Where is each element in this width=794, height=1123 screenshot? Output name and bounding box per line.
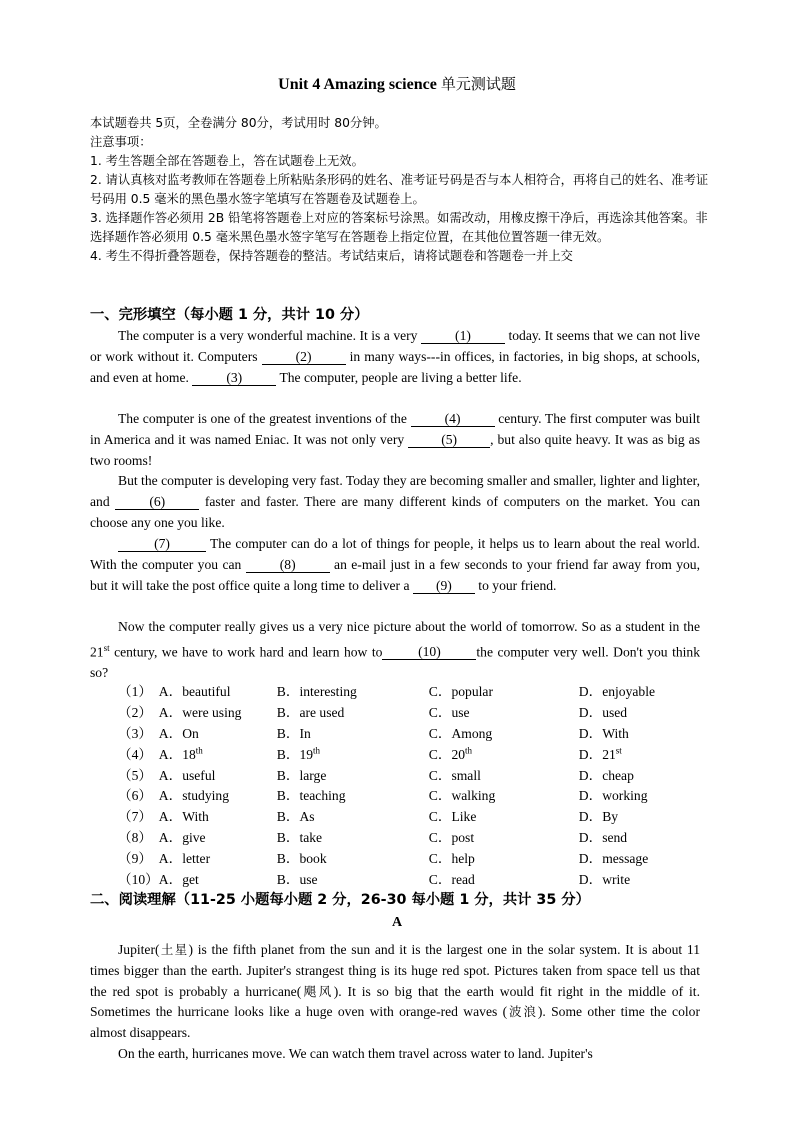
option-b: B．19th <box>276 745 321 762</box>
reading-paragraph-2 <box>90 1044 700 1065</box>
text: The computer can do a lot of things for people, it helps us to learn about the real world. With the computer you can <box>90 536 700 572</box>
text: faster and faster. There are many different kinds of computers on the market. You can choose any one you like. <box>90 493 701 530</box>
question-number: （6） <box>118 788 152 804</box>
option-c: C．post <box>428 829 475 845</box>
option-d: D．used <box>578 705 628 721</box>
option-d: D．write <box>578 871 631 887</box>
text: 波浪 <box>507 1004 538 1020</box>
option-b: B．use <box>276 871 318 887</box>
text: On the earth, hurricanes move. We can watch them travel across water to land. Jupiter's <box>118 1046 593 1061</box>
text: in many ways---in offices, in factories, in big shops, at schools, and even at home. <box>90 348 700 385</box>
text: century. The first computer was built in America and it was named Eniac. It was not only very <box>90 411 700 447</box>
blank-7: (7) <box>118 537 206 552</box>
option-a: A．18th <box>158 745 203 762</box>
blank-5: (5) <box>408 433 490 448</box>
option-c: C．read <box>428 871 475 887</box>
option-c: C．small <box>428 767 481 783</box>
question-number: （7） <box>118 809 152 825</box>
option-a: A．get <box>158 871 199 887</box>
option-c: C．walking <box>428 788 496 804</box>
cloze-paragraph-4 <box>90 534 700 596</box>
cloze-paragraph-2 <box>90 409 700 471</box>
reading-paragraph-1 <box>90 940 700 1044</box>
cloze-paragraph-5 <box>90 617 700 684</box>
option-c: C．Like <box>428 809 477 825</box>
blank-8: (8) <box>246 558 330 573</box>
text: an e-mail just in a few seconds to your friend far away from you, but it will take the post office quite a long time to deliver a <box>90 556 700 593</box>
question-number: （9） <box>118 850 152 866</box>
option-row <box>118 846 689 867</box>
option-a: A．were using <box>158 705 242 721</box>
option-c: C．help <box>428 850 475 866</box>
question-number: （8） <box>118 829 152 845</box>
option-c: C．20th <box>428 745 473 762</box>
option-d: D．message <box>578 850 649 866</box>
blank-6: (6) <box>115 495 199 510</box>
options-table <box>118 680 689 888</box>
text: The computer is a very wonderful machine. It is a very <box>118 328 421 343</box>
exam-notice <box>90 114 710 266</box>
option-a: A．With <box>158 809 209 825</box>
page-title <box>0 73 794 94</box>
text: the computer very well. Don't you think so? <box>90 644 701 681</box>
blank-4: (4) <box>411 412 495 427</box>
text: Now the computer really gives us a very nice picture about the world of tomorrow. So as a student in the 21 <box>90 619 700 660</box>
blank-9: (9) <box>413 579 475 594</box>
blank-2: (2) <box>262 350 346 365</box>
text: today. It seems that we can not live or work without it. Computers <box>90 328 700 364</box>
option-c: C．use <box>428 705 470 721</box>
option-a: A．On <box>158 725 199 741</box>
title-english: Unit 4 Amazing science <box>278 76 441 93</box>
passage-letter: A <box>391 915 403 930</box>
option-b: B．interesting <box>276 684 357 700</box>
option-c: C．popular <box>428 684 493 700</box>
text: Jupiter( <box>118 942 160 957</box>
question-number: （5） <box>118 767 152 783</box>
option-c: C．Among <box>428 725 493 741</box>
option-row <box>118 784 689 805</box>
text: The computer is one of the greatest inventions of the <box>118 411 411 426</box>
option-d: D．enjoyable <box>578 684 656 700</box>
blank-1: (1) <box>421 329 505 344</box>
text: , but also quite heavy. It was as big as two rooms! <box>90 431 701 468</box>
text: 飓风 <box>301 983 334 999</box>
option-a: A．give <box>158 829 206 845</box>
notice-line-2: 注意事项： <box>90 135 152 149</box>
notice-item-2: 2. 请认真核对监考教师在答题卷上所粘贴条形码的姓名、准考证号码是否与本人相符合，再将自己的姓名、准考证号码用 0.5 毫米的黑色墨水签字笔填写在答题卷及试题卷上。 <box>90 173 709 206</box>
notice-item-1: 1. 考生答题全部在答题卷上，答在试题卷上无效。 <box>90 154 364 168</box>
question-number: （3） <box>118 725 152 741</box>
option-a: A．beautiful <box>158 684 231 700</box>
text: century, we have to work hard and learn how to <box>109 644 383 660</box>
option-b: B．book <box>276 850 327 866</box>
option-b: B．teaching <box>276 788 346 804</box>
option-row <box>118 680 689 701</box>
option-row <box>118 763 689 784</box>
question-number: （2） <box>118 705 152 721</box>
option-d: D．With <box>578 725 629 741</box>
text: ) is the fifth planet from the sun and it is the largest one in the solar system. It is about 11 times bigger than the earth. Jupiter's strangest thing is its huge red spot. Pictures taken from space tell us that the red spot is probably a hurricane( <box>90 942 700 999</box>
option-row <box>118 742 689 763</box>
option-b: B．are used <box>276 705 345 721</box>
option-b: B．In <box>276 725 311 741</box>
option-b: B．take <box>276 829 323 845</box>
option-d: D．send <box>578 829 628 845</box>
notice-line-1: 本试题卷共 5页，全卷满分 80分，考试用时 80分钟。 <box>90 116 387 130</box>
text: ). It is so big that the earth would fit right in the middle of it. Sometimes the hurricane looks like a huge oven with orange-red waves ( <box>90 983 700 1020</box>
text: The computer, people are living a better life. <box>276 369 522 385</box>
notice-item-4: 4. 考生不得折叠答题卷，保持答题卷的整洁。考试结束后，请将试题卷和答题卷一并上交 <box>90 249 573 263</box>
option-row <box>118 722 689 743</box>
option-a: A．studying <box>158 788 230 804</box>
question-number: （4） <box>118 746 152 762</box>
cloze-paragraph-3 <box>90 471 700 533</box>
option-row <box>118 867 689 888</box>
question-number: （10） <box>118 871 159 887</box>
notice-item-3: 3. 选择题作答必须用 2B 铅笔将答题卷上对应的答案标号涂黑。如需改动，用橡皮擦干净后，再选涂其他答案。非选择题作答必须用 0.5 毫米黑色墨水签字笔写在答题卷上指定位置，在其他位置答题一律无效。 <box>90 211 708 244</box>
section-2-heading: 二、阅读理解（11-25 小题每小题 2 分，26-30 每小题 1 分，共计 35 分） <box>90 892 590 908</box>
cloze-paragraph-1 <box>90 326 700 388</box>
question-number: （1） <box>118 684 152 700</box>
text: But the computer is developing very fast. Today they are becoming smaller and smaller, lighter and lighter, and <box>90 473 700 509</box>
option-a: A．useful <box>158 767 216 783</box>
blank-3: (3) <box>192 371 276 386</box>
text: 土星 <box>159 942 189 957</box>
superscript: st <box>103 642 110 653</box>
text: to your friend. <box>474 577 557 593</box>
option-b: B．As <box>276 809 315 825</box>
option-d: D．cheap <box>578 767 634 783</box>
option-d: D．By <box>578 809 619 825</box>
option-d: D．21st <box>578 745 622 762</box>
blank-10: (10) <box>382 645 476 660</box>
option-row <box>118 826 689 847</box>
title-chinese: 单元测试题 <box>440 75 516 93</box>
section-1-heading: 一、完形填空（每小题 1 分，共计 10 分） <box>90 307 369 323</box>
option-row <box>118 701 689 722</box>
text: ). Some other time the color almost disappears. <box>90 1004 700 1041</box>
option-b: B．large <box>276 767 327 783</box>
option-a: A．letter <box>158 850 211 866</box>
option-d: D．working <box>578 788 648 804</box>
option-row <box>118 805 689 826</box>
